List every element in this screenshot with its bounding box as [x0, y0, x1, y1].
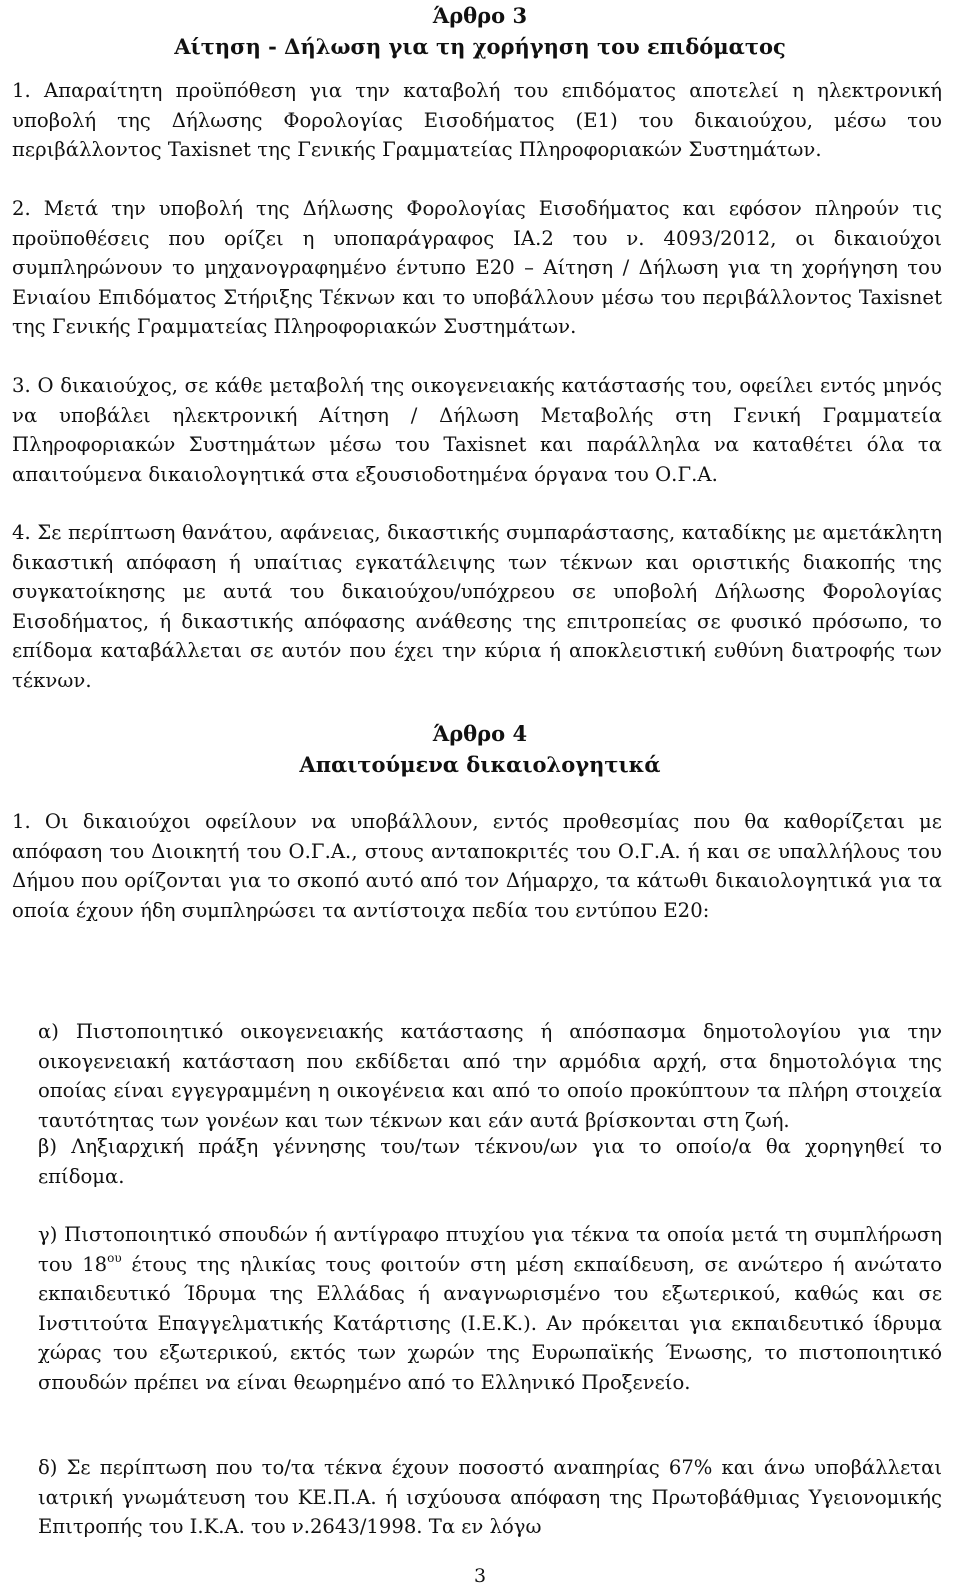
article-3-subtitle: Αίτηση - Δήλωση για τη χορήγηση του επιδόματος — [174, 34, 786, 59]
article-3-paragraph-1: 1. Απαραίτητη προϋπόθεση για την καταβολή του επιδόματος αποτελεί η ηλεκτρονική υποβολή της Δήλωσης Φορολογίας Εισοδήματος (Ε1) του δικαιούχου, μέσω του περιβάλλοντος Taxisnet της Γενικής Γραμματείας Πληροφοριακών Συστημάτων. — [12, 79, 942, 162]
requirement-item-b: β) Ληξιαρχική πράξη γέννησης του/των τέκνου/ων για το οποίο/α θα χορηγηθεί το επίδομα. — [38, 1135, 942, 1188]
article-4-title: Άρθρο 4 — [432, 721, 528, 746]
article-4-paragraph-1: 1. Οι δικαιούχοι οφείλουν να υποβάλλουν, εντός προθεσμίας που θα καθορίζεται με απόφαση του Διοικητή του Ο.Γ.Α., στους ανταποκριτές του Ο.Γ.Α. ή και σε υπαλλήλους του Δήμου που ορίζονται για το σκοπό αυτό από τον Δήμαρχο, τα κάτωθι δικαιολογητικά για τα οποία έχουν ήδη συμπληρώσει τα αντίστοιχα πεδία του εντύπου Ε20: — [12, 810, 942, 922]
requirement-item-c-text-start: γ) Πιστοποιητικό σπουδών ή αντίγραφο πτυχίου για τέκνα τα οποία μετά τη συμπλήρωση του 18 — [38, 1223, 942, 1276]
article-3-title: Άρθρο 3 — [432, 3, 528, 28]
article-3-paragraph-2: 2. Μετά την υποβολή της Δήλωσης Φορολογίας Εισοδήματος και εφόσον πληρούν τις προϋποθέσεις που ορίζει η υποπαράγραφος ΙΑ.2 του ν. 4093/2012, οι δικαιούχοι συμπληρώνουν το μηχανογραφημένο έντυπο Ε20 – Αίτηση / Δήλωση για τη χορήγηση του Ενιαίου Επιδόματος Στήριξης Τέκνων και το υποβάλλουν μέσω του περιβάλλοντος Taxisnet της Γενικής Γραμματείας Πληροφοριακών Συστημάτων. — [12, 197, 942, 339]
article-3-heading — [0, 0, 960, 62]
requirement-item-d: δ) Σε περίπτωση που το/τα τέκνα έχουν ποσοστό αναπηρίας 67% και άνω υποβάλλεται ιατρική γνωμάτευση του ΚΕ.Π.Α. ή ισχύουσα απόφαση της Πρωτοβάθμιας Υγειονομικής Επιτροπής του Ι.Κ.Α. του ν.2643/1998. Τα εν λόγω — [38, 1456, 942, 1539]
article-3-paragraph-4: 4. Σε περίπτωση θανάτου, αφάνειας, δικαστικής συμπαράστασης, καταδίκης με αμετάκλητη δικαστική απόφαση ή υπαίτιας εγκατάλειψης των τέκνων και οριστικής διακοπής της συγκατοίκησης με αυτά του δικαιούχου/υπόχρεου σε υποβολή Δήλωσης Φορολογίας Εισοδήματος, ή δικαστικής απόφασης ανάθεσης της επιτροπείας σε φυσικό πρόσωπο, το επίδομα καταβάλλεται σε αυτόν που έχει την κύρια ή αποκλειστική ευθύνη διατροφής των τέκνων. — [12, 521, 942, 692]
ordinal-superscript: ου — [107, 1250, 122, 1265]
requirement-item-c-text-end: έτους της ηλικίας τους φοιτούν στη μέση εκπαίδευση, σε ανώτερο ή ανώτατο εκπαιδευτικό Ίδρυμα της Ελλάδας ή αναγνωρισμένο του εξωτερικού, καθώς και σε Ινστιτούτα Επαγγελματικής Κατάρτισης (Ι.Ε.Κ.). Αν πρόκειται για εκπαιδευτικό ίδρυμα χώρας του εξωτερικού, εκτός των χωρών της Ευρωπαϊκής Ένωσης, το πιστοποιητικό σπουδών πρέπει να είναι θεωρημένο από το Ελληνικό Προξενείο. — [38, 1252, 942, 1394]
article-4-subtitle: Απαιτούμενα δικαιολογητικά — [299, 752, 661, 777]
article-3-paragraph-3: 3. Ο δικαιούχος, σε κάθε μεταβολή της οικογενειακής κατάστασής του, οφείλει εντός μηνός να υποβάλει ηλεκτρονική Αίτηση / Δήλωση Μεταβολής στη Γενική Γραμματεία Πληροφοριακών Συστημάτων μέσω του Taxisnet και παράλληλα να καταθέτει όλα τα απαιτούμενα δικαιολογητικά στα εξουσιοδοτημένα όργανα του Ο.Γ.Α. — [12, 374, 942, 486]
page-number: 3 — [473, 1565, 487, 1587]
article-4-heading — [0, 718, 960, 780]
requirement-item-c — [38, 1220, 942, 1398]
requirement-item-a: α) Πιστοποιητικό οικογενειακής κατάστασης ή απόσπασμα δημοτολογίου για την οικογενειακή κατάσταση που εκδίδεται από την αρμόδια αρχή, στα δημοτολόγια της οποίας είναι εγγεγραμμένη η οικογένεια και από το οποίο προκύπτουν τα πλήρη στοιχεία ταυτότητας των γονέων και των τέκνων και εάν αυτά βρίσκονται στη ζωή. — [38, 1020, 942, 1132]
